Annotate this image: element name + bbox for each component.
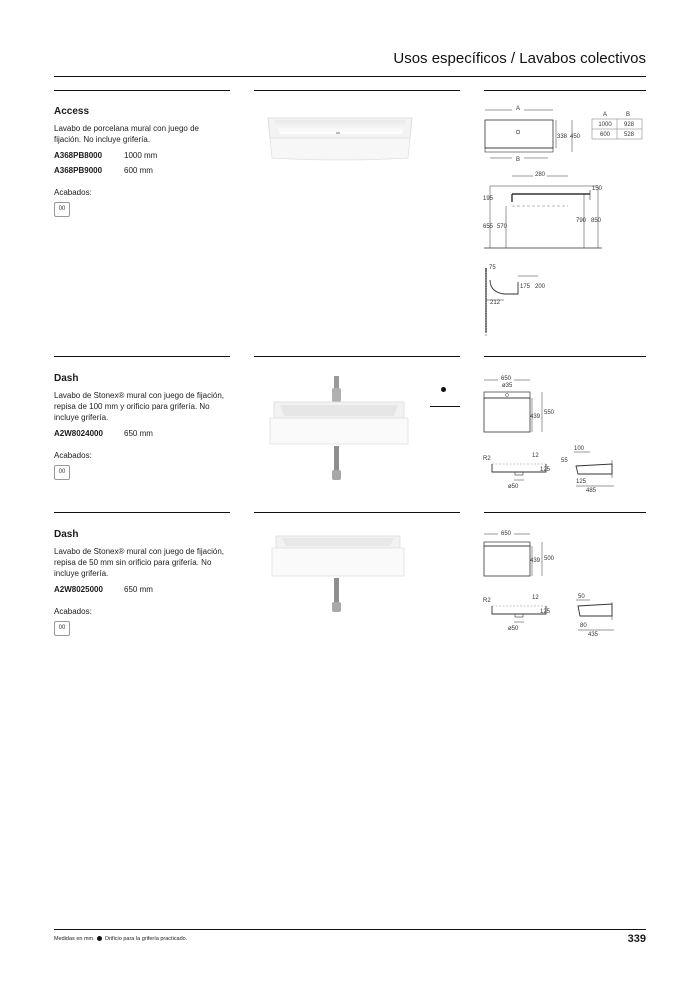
dim-label: R2 bbox=[483, 456, 491, 462]
dim-label: 12 bbox=[532, 595, 539, 601]
footer-rule bbox=[54, 929, 646, 930]
section-rule bbox=[254, 512, 460, 513]
finish-swatch: 00 bbox=[54, 202, 70, 217]
section-rule bbox=[484, 90, 646, 91]
dash100-front-drawing bbox=[480, 448, 560, 492]
product-code: A368PB9000 bbox=[54, 166, 103, 175]
dim-label: 280 bbox=[534, 172, 546, 178]
product-code-row bbox=[54, 166, 153, 175]
dim-label: 12 bbox=[532, 453, 539, 459]
dash-basin-50-photo bbox=[268, 532, 408, 616]
dim-label: 100 bbox=[574, 446, 585, 452]
finishes-label: Acabados: bbox=[54, 451, 92, 460]
dim-label: 650 bbox=[500, 531, 512, 537]
dash50-plan-drawing bbox=[480, 528, 570, 582]
section-rule bbox=[430, 406, 460, 407]
section-rule bbox=[54, 356, 230, 357]
dim-label: ø35 bbox=[502, 383, 513, 389]
dim-label: ø50 bbox=[508, 626, 519, 632]
product-size: 600 mm bbox=[124, 166, 153, 175]
page-title: Usos específicos / Lavabos colectivos bbox=[393, 50, 646, 67]
product-code-row bbox=[54, 429, 153, 438]
dim-label: 485 bbox=[586, 488, 597, 494]
product-code: A368PB8000 bbox=[54, 151, 103, 160]
footnote bbox=[54, 936, 187, 942]
dim-label: 125 bbox=[540, 609, 551, 615]
product-size: 650 mm bbox=[124, 429, 153, 438]
tap-hole-dot-icon bbox=[97, 936, 102, 941]
dash-basin-100-photo bbox=[264, 374, 414, 482]
product-name: Dash bbox=[54, 373, 79, 384]
finishes-label: Acabados: bbox=[54, 607, 92, 616]
page-number: 339 bbox=[627, 933, 646, 945]
table-cell: 928 bbox=[623, 122, 635, 128]
access-basin-photo bbox=[260, 108, 420, 168]
dim-label: 550 bbox=[544, 410, 555, 416]
dim-label: 80 bbox=[580, 623, 587, 629]
dim-label: 212 bbox=[490, 300, 501, 306]
product-name: Access bbox=[54, 106, 90, 117]
section-rule bbox=[484, 512, 646, 513]
access-elevation-drawing bbox=[480, 166, 606, 258]
table-cell: 528 bbox=[623, 132, 635, 138]
dimension-table bbox=[590, 108, 646, 140]
section-rule bbox=[54, 90, 230, 91]
dim-label: 55 bbox=[561, 458, 568, 464]
dim-label: 50 bbox=[578, 594, 585, 600]
dim-label: 200 bbox=[535, 284, 546, 290]
product-description: Lavabo de Stonex® mural con juego de fijación, repisa de 100 mm y orificio para grifería. No incluye grifería. bbox=[54, 391, 225, 422]
dim-label: 850 bbox=[591, 218, 602, 224]
dim-label: 570 bbox=[497, 224, 508, 230]
product-description: Lavabo de Stonex® mural con juego de fijación, repisa de 50 mm sin orificio para grifería. No incluye grifería. bbox=[54, 547, 225, 578]
dim-label: 175 bbox=[520, 284, 531, 290]
dim-label: 790 bbox=[576, 218, 587, 224]
product-description: Lavabo de porcelana mural con juego de fijación. No incluye grifería. bbox=[54, 124, 199, 144]
dash100-plan-drawing bbox=[480, 372, 570, 436]
dash50-side-drawing bbox=[566, 590, 622, 640]
dash100-side-drawing bbox=[556, 442, 618, 494]
dim-label: 500 bbox=[544, 556, 555, 562]
dim-label: 338 bbox=[557, 134, 568, 140]
dim-label: 650 bbox=[500, 376, 512, 382]
access-side-drawing bbox=[480, 260, 556, 336]
table-cell: 1000 bbox=[598, 122, 612, 128]
footnote-units: Medidas en mm. bbox=[54, 936, 95, 942]
table-header: B bbox=[625, 112, 631, 118]
access-plan-drawing bbox=[476, 100, 586, 166]
dim-label: 75 bbox=[489, 265, 496, 271]
dim-label: 439 bbox=[530, 414, 541, 420]
section-rule bbox=[254, 90, 460, 91]
finish-swatch: 00 bbox=[54, 621, 70, 636]
product-name: Dash bbox=[54, 529, 79, 540]
dim-label: A bbox=[515, 106, 521, 112]
dim-label: 439 bbox=[530, 558, 541, 564]
dim-label: R2 bbox=[483, 598, 491, 604]
header-rule bbox=[54, 76, 646, 77]
table-cell: 600 bbox=[599, 132, 611, 138]
table-header: A bbox=[602, 112, 608, 118]
dim-label: B bbox=[515, 157, 521, 163]
dim-label: 435 bbox=[588, 632, 599, 638]
product-code: A2W8025000 bbox=[54, 585, 103, 594]
section-rule bbox=[254, 356, 460, 357]
dim-label: 450 bbox=[570, 134, 581, 140]
dim-label: 125 bbox=[576, 479, 587, 485]
tap-hole-dot-icon bbox=[441, 387, 446, 392]
finish-swatch: 00 bbox=[54, 465, 70, 480]
dim-label: 655 bbox=[483, 224, 494, 230]
product-code-row bbox=[54, 151, 157, 160]
product-code-row bbox=[54, 585, 153, 594]
product-size: 650 mm bbox=[124, 585, 153, 594]
product-code: A2W8024000 bbox=[54, 429, 103, 438]
section-rule bbox=[54, 512, 230, 513]
footnote-tap-hole: Orificio para la grifería practicado. bbox=[104, 936, 188, 942]
dim-label: 125 bbox=[540, 467, 551, 473]
dim-label: 150 bbox=[592, 186, 603, 192]
section-rule bbox=[484, 356, 646, 357]
dim-label: 195 bbox=[483, 196, 494, 202]
product-size: 1000 mm bbox=[124, 151, 158, 160]
dash50-front-drawing bbox=[480, 590, 560, 634]
finishes-label: Acabados: bbox=[54, 188, 92, 197]
dim-label: ø50 bbox=[508, 484, 519, 490]
